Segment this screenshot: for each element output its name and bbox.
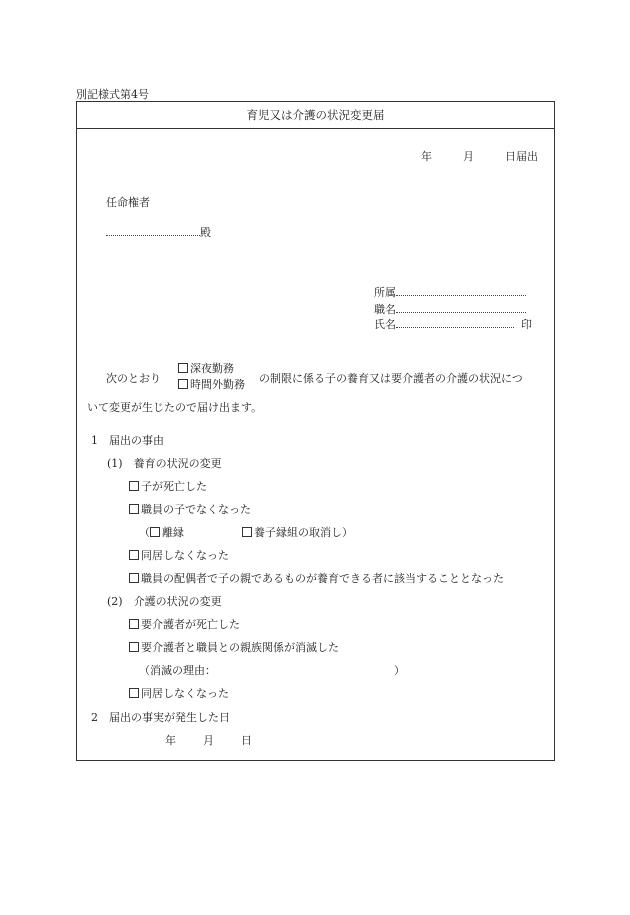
affiliation-row[interactable] xyxy=(374,284,528,300)
reason-paren-open: （ xyxy=(139,526,150,539)
honorific: 殿 xyxy=(200,226,211,239)
intro-lead: 次のとおり xyxy=(106,372,161,385)
form-title: 育児又は介護の状況変更届 xyxy=(77,102,554,129)
overtime-checkbox[interactable] xyxy=(178,379,188,389)
care-died-checkbox[interactable] xyxy=(129,619,139,629)
spouse-can-care-option[interactable] xyxy=(129,570,504,586)
seal-mark: 印 xyxy=(521,318,532,331)
intro-continuation: いて変更が生じたので届け出ます。 xyxy=(87,401,263,414)
submission-month-label: 月 xyxy=(463,150,474,163)
care-not-cohabiting-label: 同居しなくなった xyxy=(141,687,229,700)
adoption-cancel-label: 養子縁組の取消し） xyxy=(254,526,353,539)
divorce-label: 離縁 xyxy=(162,526,184,539)
intro-rest: の制限に係る子の養育又は要介護者の介護の状況につ xyxy=(259,372,523,385)
position-field[interactable] xyxy=(396,301,526,313)
no-longer-child-label: 職員の子でなくなった xyxy=(141,503,251,516)
child-not-cohabiting-option[interactable] xyxy=(129,547,229,563)
care-not-cohabiting-option[interactable] xyxy=(129,685,229,701)
position-label: 職名 xyxy=(374,303,396,316)
child-died-label: 子が死亡した xyxy=(141,480,207,493)
name-row[interactable] xyxy=(374,316,530,332)
spouse-can-care-label: 職員の配偶者で子の親であるものが養育できる者に該当することとなった xyxy=(141,572,504,585)
occurrence-date[interactable] xyxy=(165,732,252,748)
form-frame xyxy=(76,101,555,761)
form-number: 別記様式第4号 xyxy=(76,88,149,101)
adoption-cancel-option[interactable] xyxy=(242,524,353,540)
option-overtime-work[interactable] xyxy=(178,376,245,392)
relation-ended-option[interactable] xyxy=(129,639,339,655)
relation-ended-checkbox[interactable] xyxy=(129,642,139,652)
care-died-option[interactable] xyxy=(129,616,240,632)
no-longer-child-checkbox[interactable] xyxy=(129,504,139,514)
submission-date[interactable] xyxy=(421,148,538,164)
submission-day-label: 日届出 xyxy=(505,150,538,163)
divorce-checkbox[interactable] xyxy=(150,527,160,537)
overtime-label: 時間外勤務 xyxy=(190,378,245,391)
occurrence-day-label: 日 xyxy=(241,734,252,747)
name-label: 氏名 xyxy=(374,318,396,331)
addressee-label: 任命権者 xyxy=(106,196,150,209)
addressee-line[interactable] xyxy=(106,224,211,240)
night-work-checkbox[interactable] xyxy=(178,363,188,373)
extinction-reason-close: ） xyxy=(394,664,405,677)
section2-heading: 2 届出の事実が発生した日 xyxy=(91,711,230,724)
occurrence-year-label: 年 xyxy=(165,734,176,747)
child-died-checkbox[interactable] xyxy=(129,481,139,491)
adoption-cancel-checkbox[interactable] xyxy=(242,527,252,537)
no-longer-child-option[interactable] xyxy=(129,501,251,517)
addressee-name-field[interactable] xyxy=(106,224,200,236)
section1-heading: 1 届出の事由 xyxy=(91,434,164,447)
occurrence-month-label: 月 xyxy=(203,734,214,747)
care-not-cohabiting-checkbox[interactable] xyxy=(129,688,139,698)
spouse-can-care-checkbox[interactable] xyxy=(129,573,139,583)
name-field[interactable] xyxy=(396,316,514,328)
child-not-cohabiting-checkbox[interactable] xyxy=(129,550,139,560)
extinction-reason-field[interactable] xyxy=(223,662,391,674)
child-not-cohabiting-label: 同居しなくなった xyxy=(141,549,229,562)
care-died-label: 要介護者が死亡した xyxy=(141,618,240,631)
option-night-work[interactable] xyxy=(178,360,234,376)
reason-options[interactable] xyxy=(139,524,184,540)
child-died-option[interactable] xyxy=(129,478,207,494)
affiliation-field[interactable] xyxy=(396,284,526,296)
care-status-heading: (2) 介護の状況の変更 xyxy=(107,595,222,608)
child-status-heading: (1) 養育の状況の変更 xyxy=(107,457,222,470)
relation-ended-label: 要介護者と職員との親族関係が消滅した xyxy=(141,641,339,654)
position-row[interactable] xyxy=(374,301,528,317)
night-work-label: 深夜勤務 xyxy=(190,362,234,375)
affiliation-label: 所属 xyxy=(374,286,396,299)
extinction-reason-label: （消滅の理由： xyxy=(139,664,216,677)
submission-year-label: 年 xyxy=(421,150,432,163)
